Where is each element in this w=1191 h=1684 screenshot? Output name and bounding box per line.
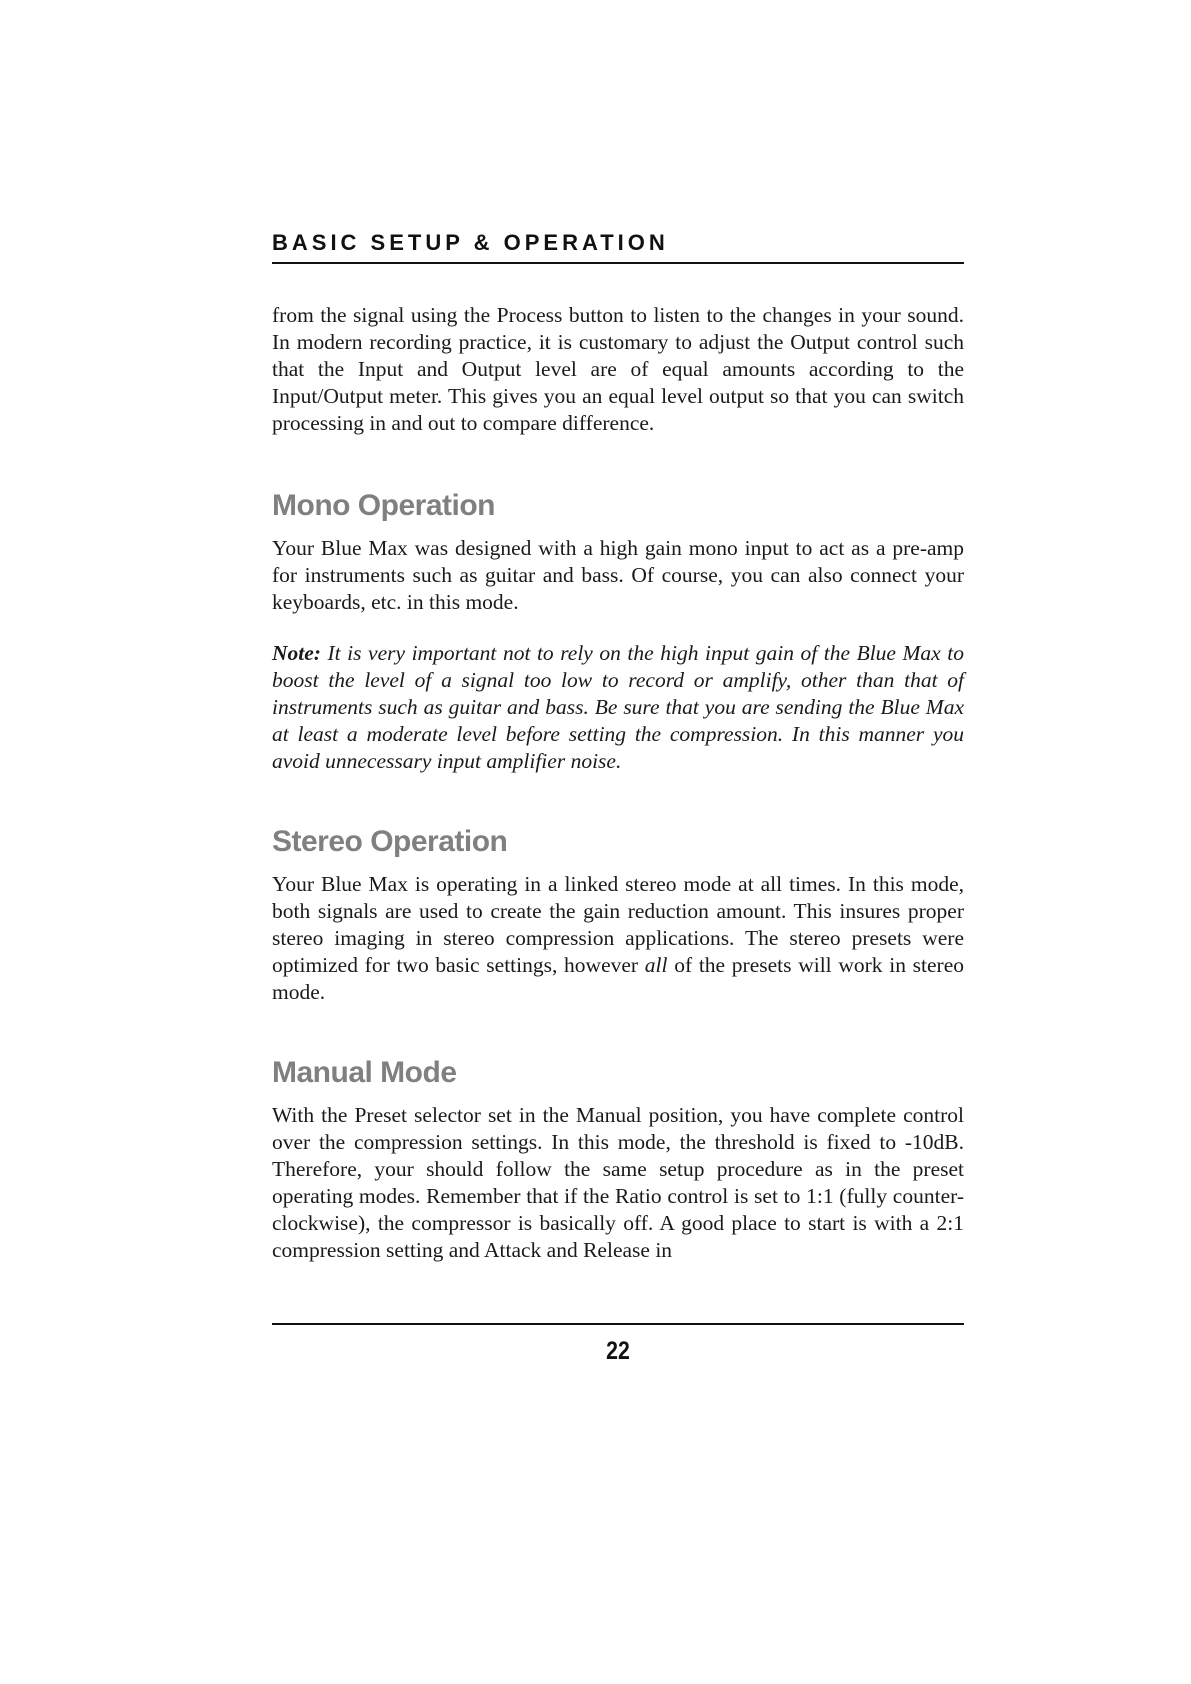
stereo-operation-paragraph [272, 871, 964, 1006]
page-content [272, 230, 964, 1264]
stereo-text-end: of the presets will work in stereo mode. [272, 953, 964, 1004]
manual-mode-paragraph: With the Preset selector set in the Manual position, you have complete control over the compression settings. In this mode, the threshold is fixed to -10dB. Therefore, your should follow the same setup procedure as in the preset operating modes. Remember that if the Ratio control is set to 1:1 (fully counter-clockwise), the compressor is basically off. A good place to start is with a 2:1 compression setting and Attack and Release in [272, 1103, 964, 1262]
mono-operation-paragraph: Your Blue Max was designed with a high gain mono input to act as a pre-amp for instruments such as guitar and bass. Of course, you can also connect your keyboards, etc. in this mode. [272, 536, 964, 614]
stereo-operation-heading: Stereo Operation [272, 825, 508, 858]
stereo-text-emphasis: all [644, 953, 668, 977]
manual-mode-heading: Manual Mode [272, 1056, 457, 1089]
mono-operation-heading: Mono Operation [272, 489, 495, 522]
mono-note-paragraph [272, 640, 964, 775]
note-label: Note: [272, 641, 321, 665]
note-text: It is very important not to rely on the high input gain of the Blue Max to boost the level of a signal too low to record or amplify, other than that of instruments such as guitar and bass. Be sure that you are sending the Blue Max at least a moderate level before setting the compression. In this manner you avoid unnecessary input amplifier noise. [272, 641, 964, 773]
intro-paragraph: from the signal using the Process button to listen to the changes in your sound. In modern recording practice, it is customary to adjust the Output control such that the Input and Output level are of equal amounts according to the Input/Output meter. This gives you an equal level output so that you can switch processing in and out to compare difference. [272, 303, 964, 435]
page-number: 22 [606, 1337, 630, 1365]
stereo-text-start: Your Blue Max is operating in a linked stereo mode at all times. In this mode, both signals are used to create the gain reduction amount. This insures proper stereo imaging in stereo compression applications. The stereo presets were optimized for two basic settings, however [272, 872, 964, 977]
chapter-header: BASIC SETUP & OPERATION [272, 230, 964, 264]
page-footer [272, 1323, 964, 1366]
